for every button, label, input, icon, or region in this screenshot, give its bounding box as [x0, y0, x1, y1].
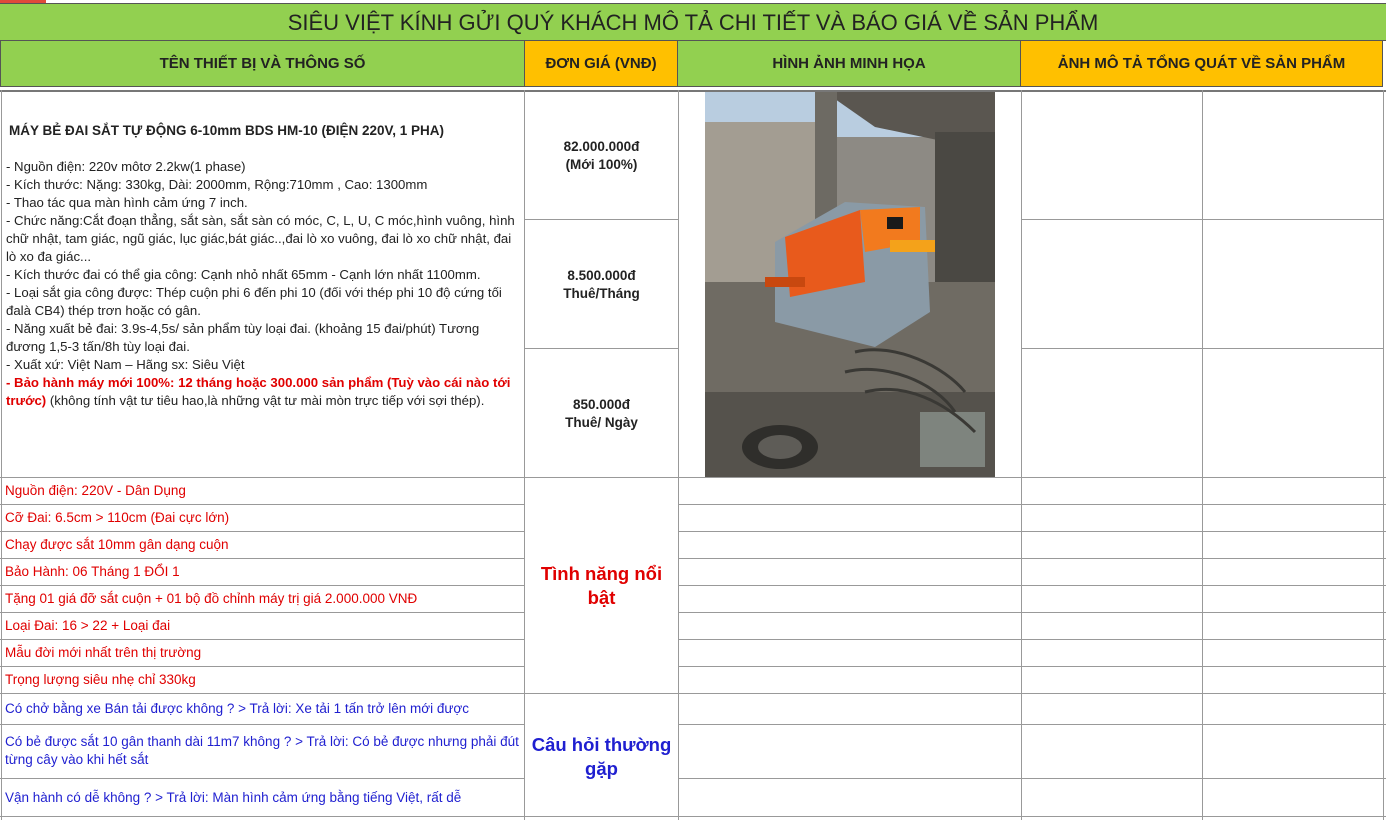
grid-line	[1383, 90, 1384, 820]
price-label: Thuê/Tháng	[563, 285, 640, 301]
feature-item: Chạy được sắt 10mm gân dạng cuộn	[5, 537, 229, 552]
spec-line: - Nguồn điện: 220v môtơ 2.2kw(1 phase)	[6, 159, 246, 174]
spec-line: - Kích thước đai có thể gia công: Cạnh nhỏ nhất 65mm - Cạnh lớn nhất 1100mm.	[6, 267, 481, 282]
grid-line	[678, 558, 1386, 559]
warranty-note: (không tính vật tư tiêu hao,là những vật tư mài mòn trực tiếp với sợi thép).	[46, 393, 485, 408]
faq-item: Có chở bằng xe Bán tải được không ? > Trả lời: Xe tải 1 tấn trở lên mới được	[5, 701, 470, 716]
grid-line	[678, 666, 1386, 667]
feature-item: Tặng 01 giá đỡ sắt cuộn + 01 bộ đồ chỉnh máy trị giá 2.000.000 VNĐ	[5, 591, 418, 606]
grid-line	[0, 816, 1386, 817]
price-amount: 8.500.000đ	[567, 267, 636, 283]
warranty-line	[6, 374, 520, 410]
feature-item: Nguồn điện: 220V - Dân Dụng	[5, 483, 186, 498]
machine-illustration	[705, 92, 995, 477]
column-header-specs: TÊN THIẾT BỊ VÀ THÔNG SỐ	[0, 41, 525, 87]
spec-line: - Loại sắt gia công được: Thép cuộn phi 6 đến phi 10 (đối với thép phi 10 độ cứng tối đalà CB4) thép trơn hoặc có gân.	[6, 285, 502, 318]
price-monthly	[525, 220, 678, 349]
faq-item: Có bẻ được sắt 10 gân thanh dài 11m7 không ? > Trả lời: Có bẻ được nhưng phải đút từng cây vào khi hết sắt	[5, 734, 519, 767]
price-label: Thuê/ Ngày	[565, 414, 638, 430]
feature-item: Cỡ Đai: 6.5cm > 110cm (Đai cực lớn)	[5, 510, 230, 525]
column-header-illustration: HÌNH ẢNH MINH HỌA	[678, 41, 1021, 87]
spec-line: - Chức năng:Cắt đoạn thẳng, sắt sàn, sắt sàn có móc, C, L, U, C móc,hình vuông, hình chữ nhật, tam giác, ngũ giác, lục giác,bát giác..,đai lò xo vuông, đai lò xo chữ nhật, đai lò xo đa giác...	[6, 213, 515, 264]
grid-line	[1202, 90, 1203, 820]
grid-line	[678, 504, 1386, 505]
grid-line	[678, 90, 679, 820]
grid-line	[1021, 348, 1383, 349]
grid-line	[1021, 219, 1383, 220]
grid-line	[678, 585, 1386, 586]
product-photo	[705, 92, 995, 477]
grid-line	[0, 724, 524, 725]
price-new	[525, 91, 678, 220]
faq-item: Vận hành có dễ không ? > Trả lời: Màn hình cảm ứng bằng tiếng Việt, rất dễ	[5, 790, 462, 805]
spec-line: - Xuất xứ: Việt Nam – Hãng sx: Siêu Việt	[6, 357, 245, 372]
price-daily	[525, 349, 678, 478]
grid-line	[678, 531, 1386, 532]
column-header-price: ĐƠN GIÁ (VNĐ)	[525, 41, 678, 87]
price-label: (Mới 100%)	[565, 156, 638, 172]
grid-line	[1021, 90, 1022, 820]
product-name: MÁY BẺ ĐAI SẮT TỰ ĐỘNG 6-10mm BDS HM-10 (ĐIỆN 220V, 1 PHA)	[9, 123, 445, 138]
page-title: SIÊU VIỆT KÍNH GỬI QUÝ KHÁCH MÔ TẢ CHI TIẾT VÀ BÁO GIÁ VỀ SẢN PHẨM	[0, 3, 1386, 41]
price-amount: 850.000đ	[572, 396, 631, 412]
grid-line	[678, 778, 1386, 779]
feature-item: Loại Đai: 16 > 22 + Loại đai	[5, 618, 171, 633]
feature-item: Bảo Hành: 06 Tháng 1 ĐỔI 1	[5, 564, 180, 579]
spec-line: - Năng xuất bẻ đai: 3.9s-4,5s/ sản phẩm tùy loại đai. (khoảng 15 đai/phút) Tương đương 1,5-3 tấn/8h tùy loại đai.	[6, 321, 480, 354]
spec-line: - Kích thước: Nặng: 330kg, Dài: 2000mm, Rộng:710mm , Cao: 1300mm	[6, 177, 428, 192]
feature-item: Mẫu đời mới nhất trên thị trường	[5, 645, 202, 660]
features-label: Tình năng nổi bật	[540, 562, 663, 608]
product-description	[2, 92, 524, 477]
column-header-overview: ẢNH MÔ TẢ TỔNG QUÁT VỀ SẢN PHẨM	[1021, 41, 1383, 87]
warranty-highlight: - Bảo hành máy mới 100%: 12 tháng hoặc 300.000 sản phẩm (Tuỳ vào cái nào tới trước)	[6, 375, 511, 408]
grid-line	[678, 612, 1386, 613]
grid-line	[678, 639, 1386, 640]
faq-label: Câu hỏi thường gặp	[531, 734, 672, 779]
price-amount: 82.000.000đ	[563, 138, 640, 154]
grid-line	[678, 724, 1386, 725]
feature-item: Trọng lượng siêu nhẹ chỉ 330kg	[5, 672, 196, 687]
spec-line: - Thao tác qua màn hình cảm ứng 7 inch.	[6, 195, 248, 210]
